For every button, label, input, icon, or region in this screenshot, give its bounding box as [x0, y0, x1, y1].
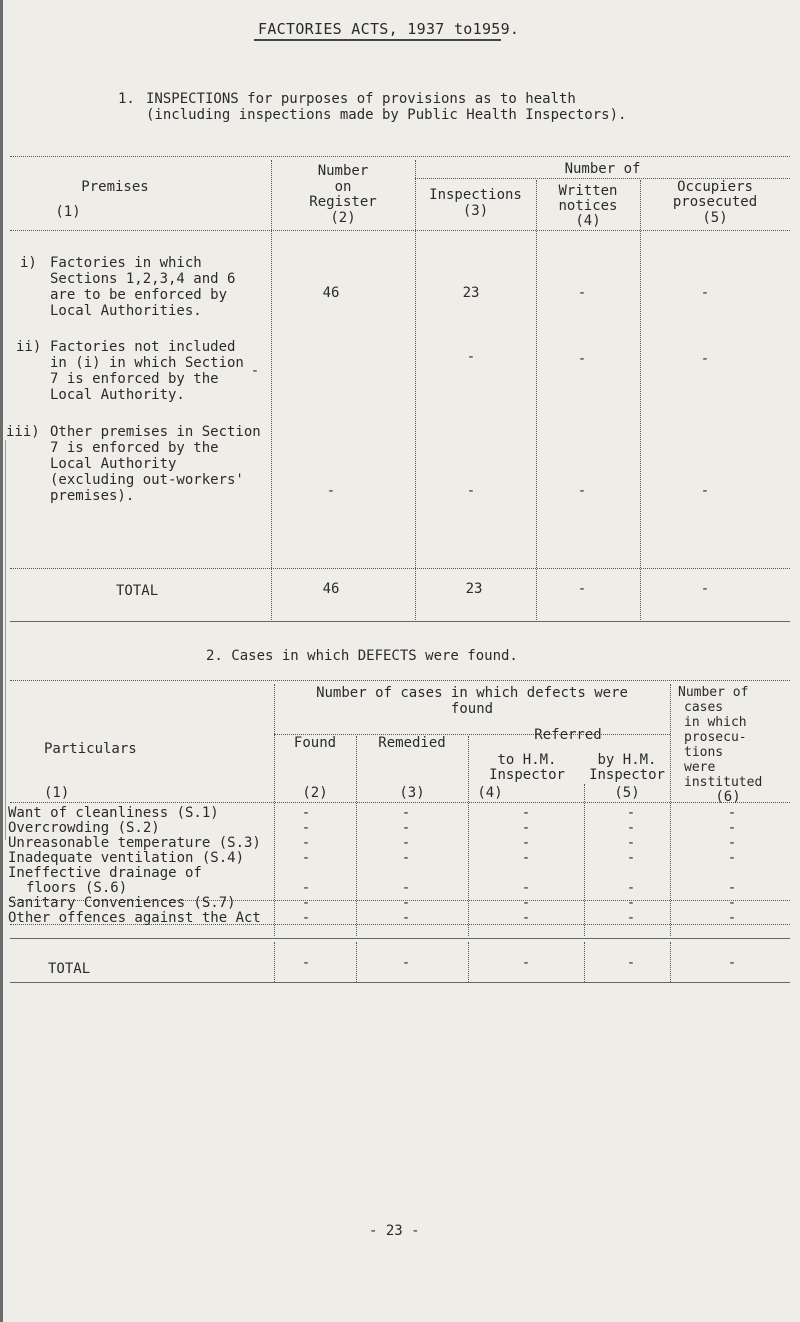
row-index: iii): [6, 424, 40, 440]
table1-top-rule: [10, 156, 790, 157]
byhm-value: -: [626, 835, 636, 851]
row-label-line: Factories not included: [50, 339, 236, 355]
col-tohm-header-2: Inspector: [489, 767, 565, 783]
table1-col-divider-2: [415, 160, 416, 620]
total-tohm: -: [521, 955, 531, 971]
table1-col-divider-4: [640, 180, 641, 620]
col-pros-header-2: cases: [684, 700, 724, 715]
total-notices: -: [577, 581, 587, 597]
row-index: ii): [16, 339, 42, 355]
col-remedied-number: (3): [399, 785, 425, 801]
byhm-value: -: [626, 895, 636, 911]
tohm-value: -: [521, 820, 531, 836]
defect-label: Want of cleanliness (S.1): [8, 805, 219, 821]
col-register-number: (2): [330, 210, 356, 226]
table2-total-divider-2: [356, 942, 357, 982]
table2-header-rule: [10, 802, 790, 803]
inspections-value: -: [466, 349, 476, 365]
col-byhm-header-2: Inspector: [589, 767, 665, 783]
col-numberof-header: Number of: [564, 161, 641, 177]
byhm-value: -: [626, 820, 636, 836]
prosecutions-value: -: [727, 880, 737, 896]
row-label-line: Factories in which: [50, 255, 202, 271]
col-pros-header-3: in which: [684, 715, 747, 730]
total-label: TOTAL: [48, 961, 91, 977]
tohm-value: -: [521, 835, 531, 851]
byhm-value: -: [626, 850, 636, 866]
document-title: FACTORIES ACTS, 1937 to1959.: [258, 20, 520, 38]
col-occupiers-header-2: prosecuted: [672, 194, 758, 210]
found-value: -: [301, 805, 311, 821]
row-label-line: premises).: [50, 488, 135, 504]
total-byhm: -: [626, 955, 636, 971]
defect-label: Sanitary Conveniences (S.7): [8, 895, 236, 911]
col-tohm-header-1: to H.M.: [497, 752, 557, 768]
table2-total-bottom-rule: [10, 982, 790, 983]
remedied-value: -: [401, 835, 411, 851]
row-label-line: are to be enforced by: [50, 287, 228, 303]
prosecutions-value: -: [727, 910, 737, 926]
table2-col-divider-4: [584, 784, 585, 936]
inspections-value: -: [466, 483, 476, 499]
prosecuted-value: -: [700, 285, 710, 301]
section2-heading: 2. Cases in which DEFECTS were found.: [206, 648, 518, 664]
defect-label: Ineffective drainage of: [8, 865, 202, 881]
col-premises-header: Premises: [81, 179, 149, 195]
page-number: - 23 -: [369, 1223, 420, 1239]
row-label-line: Local Authority.: [50, 387, 185, 403]
remedied-value: -: [401, 850, 411, 866]
remedied-value: -: [401, 880, 411, 896]
table1-col-divider-3: [536, 180, 537, 620]
tohm-value: -: [521, 805, 531, 821]
section1-number: 1.: [118, 91, 135, 107]
col-inspections-number: (3): [462, 203, 489, 219]
tohm-value: -: [521, 895, 531, 911]
col-register-header-3: Register: [309, 194, 377, 210]
row-label-line: 7 is enforced by the: [50, 371, 219, 387]
tohm-value: -: [521, 850, 531, 866]
col-written-header-1: Written: [558, 183, 618, 199]
found-value: -: [301, 880, 311, 896]
col-register-header-1: Number: [317, 163, 369, 179]
found-value: -: [301, 820, 311, 836]
prosecutions-value: -: [727, 850, 737, 866]
remedied-value: -: [401, 820, 411, 836]
prosecuted-value: -: [700, 351, 710, 367]
defect-label: Inadequate ventilation (S.4): [8, 850, 245, 866]
notices-value: -: [577, 351, 587, 367]
prosecutions-value: -: [727, 835, 737, 851]
byhm-value: -: [626, 805, 636, 821]
col-tohm-number: (4): [477, 785, 503, 801]
col-pros-header-6: were: [684, 760, 716, 775]
col-group-header-2: found: [450, 701, 494, 717]
col-occupiers-header-1: Occupiers: [677, 179, 753, 195]
col-premises-number: (1): [55, 204, 81, 220]
notices-value: -: [577, 483, 587, 499]
defect-label: floors (S.6): [26, 880, 128, 896]
tohm-value: -: [521, 910, 531, 926]
row-label-line: Local Authority: [50, 456, 177, 472]
page-binding-edge: [0, 0, 3, 1322]
tohm-value: -: [521, 880, 531, 896]
total-register: 46: [322, 581, 340, 597]
col-particulars-number: (1): [44, 785, 70, 801]
col-written-number: (4): [575, 213, 601, 229]
byhm-value: -: [626, 910, 636, 926]
total-found: -: [301, 955, 311, 971]
table2-total-divider-3: [468, 942, 469, 982]
row-label-line: Other premises in Section: [50, 424, 261, 440]
table2-bottom-rule: [10, 938, 790, 939]
row-label-line: Local Authorities.: [50, 303, 202, 319]
col-particulars-header: Particulars: [44, 741, 137, 757]
section1-heading-line1: INSPECTIONS for purposes of provisions as to health: [146, 91, 576, 107]
register-value: -: [326, 483, 336, 499]
total-label: TOTAL: [116, 583, 159, 599]
byhm-value: -: [626, 880, 636, 896]
table2-total-divider-5: [670, 942, 671, 982]
table2-total-divider-4: [584, 942, 585, 982]
table2-top-rule: [10, 680, 790, 681]
total-inspections: 23: [465, 581, 483, 597]
col-found-header: Found: [293, 735, 337, 751]
title-underline: [254, 39, 501, 41]
col-pros-header-7: instituted: [684, 775, 763, 790]
notices-value: -: [577, 285, 587, 301]
table2-col-divider-2: [356, 736, 357, 936]
col-occupiers-number: (5): [702, 210, 728, 226]
prosecutions-value: -: [727, 895, 737, 911]
col-group-header-1: Number of cases in which defects were: [316, 685, 628, 701]
row-label-line: Sections 1,2,3,4 and 6: [50, 271, 236, 287]
row-label-line: 7 is enforced by the: [50, 440, 219, 456]
register-value: 46: [322, 285, 340, 301]
table1-header-rule: [10, 230, 790, 231]
total-prosecutions: -: [727, 955, 737, 971]
table1-bottom-rule: [10, 621, 790, 622]
table2-col-divider-5: [670, 684, 671, 936]
col-pros-header-5: tions: [684, 745, 724, 760]
row-label-line: in (i) in which Section: [50, 355, 244, 371]
col-referred-header: Referred: [534, 727, 602, 743]
table2-col-divider-3: [468, 736, 469, 936]
found-value: -: [301, 910, 311, 926]
row-label-line: (excluding out-workers': [50, 472, 244, 488]
remedied-value: -: [401, 895, 411, 911]
remedied-value: -: [401, 805, 411, 821]
defect-label: Overcrowding (S.2): [8, 820, 160, 836]
col-pros-header-4: prosecu-: [684, 730, 747, 745]
register-value: -: [250, 363, 260, 379]
col-register-header-2: on: [334, 179, 352, 195]
col-remedied-header: Remedied: [378, 735, 446, 751]
defect-label: Unreasonable temperature (S.3): [8, 835, 261, 851]
prosecutions-value: -: [727, 805, 737, 821]
remedied-value: -: [401, 910, 411, 926]
prosecuted-value: -: [700, 483, 710, 499]
prosecutions-value: -: [727, 820, 737, 836]
total-remedied: -: [401, 955, 411, 971]
col-byhm-number: (5): [614, 785, 640, 801]
col-pros-header-1: Number of: [678, 685, 749, 700]
page-binding-edge-inner: [5, 440, 6, 840]
table2-total-divider-1: [274, 942, 275, 982]
found-value: -: [301, 895, 311, 911]
col-inspections-header: Inspections: [429, 187, 522, 203]
table1-body-rule: [10, 568, 790, 569]
inspections-value: 23: [462, 285, 480, 301]
table1-col-divider-1: [271, 160, 272, 620]
defect-label: Other offences against the Act: [8, 910, 261, 926]
col-pros-number: (6): [715, 789, 741, 805]
col-byhm-header-1: by H.M.: [597, 752, 657, 768]
row-index: i): [20, 255, 37, 271]
table2-col-divider-1: [274, 684, 275, 936]
col-found-number: (2): [302, 785, 328, 801]
found-value: -: [301, 835, 311, 851]
section1-heading-line2: (including inspections made by Public Health Inspectors).: [146, 107, 627, 123]
found-value: -: [301, 850, 311, 866]
total-prosecuted: -: [700, 581, 710, 597]
col-written-header-2: notices: [558, 198, 618, 214]
